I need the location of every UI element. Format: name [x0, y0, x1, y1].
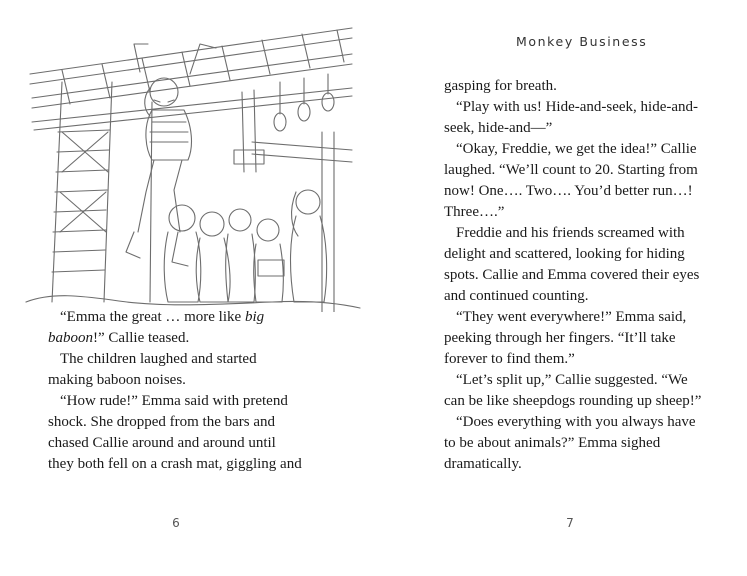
text-line — [48, 328, 348, 349]
text-line — [444, 139, 734, 160]
text-span: forever to find them.” — [444, 351, 575, 367]
text-span: “Let’s split up,” Callie suggested. “We — [456, 372, 688, 388]
page-number: 6 — [172, 516, 180, 530]
text-span: making baboon noises. — [48, 372, 186, 388]
text-line — [444, 349, 734, 370]
italic-text: big — [244, 309, 265, 325]
italic-text: baboon — [48, 330, 93, 346]
text-span: laughed. “We’ll count to 20. Starting from — [444, 162, 698, 178]
text-line — [444, 286, 734, 307]
text-line — [444, 391, 734, 412]
text-span: delight and scattered, looking for hiding — [444, 246, 685, 262]
text-line — [444, 181, 734, 202]
text-span: seek, hide-and—” — [444, 120, 553, 136]
text-line — [48, 391, 348, 412]
text-line — [444, 433, 734, 454]
text-line — [444, 97, 734, 118]
page-number: 7 — [566, 516, 574, 530]
text-span: “Does everything with you always have — [456, 414, 696, 430]
right-page-text — [444, 76, 734, 475]
text-span: “How rude!” Emma said with pretend — [60, 393, 288, 409]
text-line — [444, 118, 734, 139]
gym-climbing-illustration — [22, 22, 362, 312]
text-span: they both fell on a crash mat, giggling and — [48, 456, 302, 472]
text-span: The children laughed and started — [60, 351, 257, 367]
left-page-text — [48, 307, 348, 475]
text-line — [48, 349, 348, 370]
text-line — [444, 370, 734, 391]
text-span: “They went everywhere!” Emma said, — [456, 309, 687, 325]
text-span: “Play with us! Hide-and-seek, hide-and- — [456, 99, 699, 115]
text-span: spots. Callie and Emma covered their eyes — [444, 267, 700, 283]
left-page — [0, 0, 373, 576]
text-span: to be about animals?” Emma sighed — [444, 435, 661, 451]
text-span: chased Callie around and around until — [48, 435, 276, 451]
text-span: shock. She dropped from the bars and — [48, 414, 276, 430]
text-line — [48, 412, 348, 433]
text-span: !” Callie teased. — [93, 330, 190, 346]
gym-rings — [274, 74, 334, 131]
text-span: Freddie and his friends screamed with — [456, 225, 685, 241]
running-head: Monkey Business — [516, 34, 648, 49]
text-span: gasping for breath. — [444, 78, 557, 94]
text-span: Three….” — [444, 204, 505, 220]
text-line — [444, 223, 734, 244]
text-line — [444, 454, 734, 475]
climbing-girl — [126, 44, 216, 266]
text-span: peeking through her fingers. “It’ll take — [444, 330, 676, 346]
text-line — [444, 412, 734, 433]
text-line — [444, 160, 734, 181]
text-line — [444, 76, 734, 97]
children-group — [164, 190, 326, 302]
text-span: can be like sheepdogs rounding up sheep!” — [444, 393, 702, 409]
text-line — [48, 307, 348, 328]
text-line — [444, 265, 734, 286]
text-line — [444, 328, 734, 349]
text-line — [48, 433, 348, 454]
text-span: and continued counting. — [444, 288, 589, 304]
right-page — [373, 0, 747, 576]
text-span: “Emma the great … more like — [60, 309, 245, 325]
text-line — [444, 202, 734, 223]
text-span: now! One…. Two…. You’d better run…! — [444, 183, 693, 199]
text-span: dramatically. — [444, 456, 522, 472]
text-line — [48, 370, 348, 391]
text-line — [444, 307, 734, 328]
text-line — [444, 244, 734, 265]
text-line — [48, 454, 348, 475]
text-span: “Okay, Freddie, we get the idea!” Callie — [456, 141, 697, 157]
